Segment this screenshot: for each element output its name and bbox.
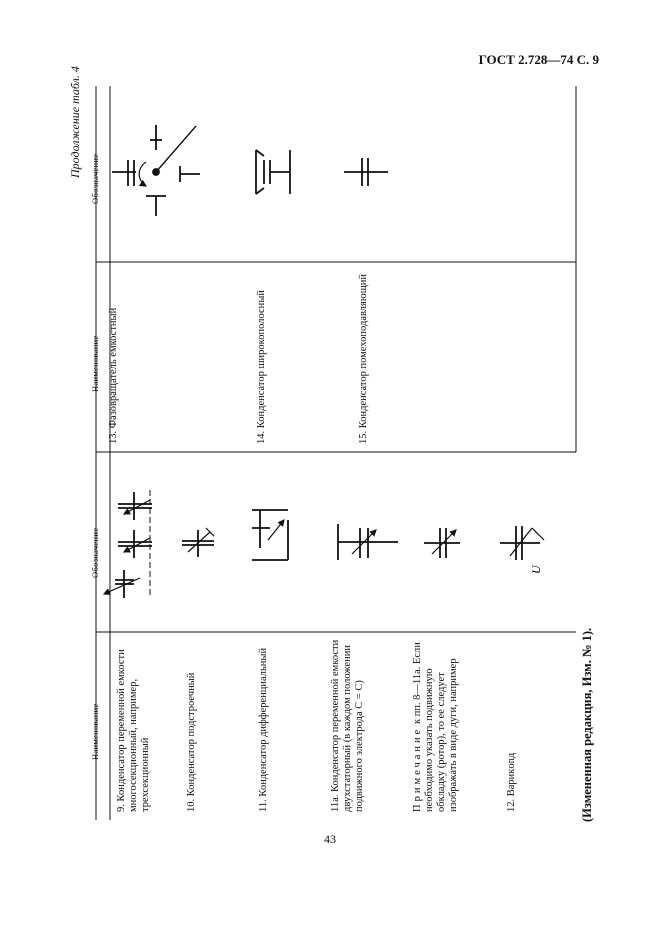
symbol-trimmer-capacitor: [182, 528, 214, 557]
row-12-name: 12. Варикonд: [506, 752, 517, 812]
row-11-name: 11. Конденсатор дифференциальный: [258, 647, 269, 812]
symbol-differential-capacitor: [252, 510, 288, 560]
symbol-rotor-arc-example: [424, 528, 460, 558]
varicond-letter: U: [529, 565, 543, 574]
table-continuation-label: Продолжение табл. 4: [68, 66, 82, 178]
footnote-amendment: (Измененная редакция, Изм. № 1).: [580, 627, 594, 822]
column-header-designation-left: Обозначение: [90, 527, 100, 578]
column-header-name-right: Наименование: [90, 335, 100, 392]
symbol-two-stator-capacitor: [338, 524, 398, 560]
symbol-wideband-capacitor: [256, 150, 290, 194]
symbol-capacitive-phase-shifter: [112, 125, 200, 216]
column-header-designation-right: Обозначение: [90, 153, 100, 204]
document-header: ГОСТ 2.728—74 С. 9: [478, 52, 599, 67]
note-label: Примечание: [412, 726, 423, 812]
column-header-name-left: Наименование: [90, 703, 100, 760]
symbol-variable-capacitor-multisection: [104, 490, 152, 598]
note-text: к пп. 8—11а. Если необходимо указать подвижную обкладку (ротор), то ее следует изображать в виде дуги, например: [412, 642, 459, 812]
row-9-name: 9. Конденсатор переменной емкости многосекционный, например, трехсекционный: [116, 649, 151, 812]
symbol-varicond: [500, 526, 544, 560]
symbol-noise-suppression-capacitor: [344, 158, 388, 186]
row-15-name: 15. Конденсатор помехоподавляющий: [358, 273, 369, 444]
row-13-name: 13. Фазовращатель емкостный: [108, 307, 119, 444]
row-10-name: 10. Конденсатор подстроечный: [186, 672, 197, 812]
row-14-name: 14. Конденсатор широкополосный: [256, 290, 267, 444]
row-11a-name: 11а. Конденсатор переменной емкости двухстаторный (в каждом положении подвижного электрода С = С): [330, 639, 365, 812]
page-number: 43: [324, 832, 336, 846]
